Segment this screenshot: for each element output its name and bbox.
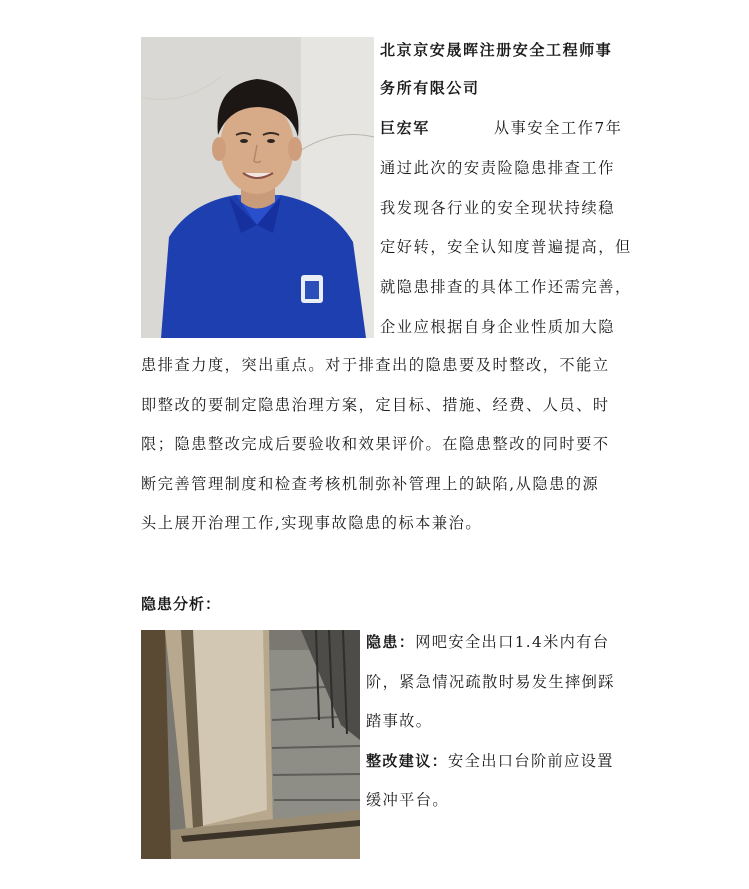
intro-line-4: 定好转，安全认知度普遍提高，但 xyxy=(380,238,632,256)
name-intro-line xyxy=(380,118,623,138)
body-line-3: 限；隐患整改完成后要验收和效果评价。在隐患整改的同时要不 xyxy=(141,435,610,453)
hazard-line-2: 阶，紧急情况疏散时易发生摔倒踩 xyxy=(366,673,615,691)
company-name-line1: 北京京安晟晖注册安全工程师事 xyxy=(380,41,613,59)
intro-line-1: 从事安全工作7年 xyxy=(493,119,623,137)
hazard-analysis-heading: 隐患分析： xyxy=(141,595,222,613)
hazard-line-1 xyxy=(366,632,609,652)
suggestion-text-1: 安全出口台阶前应设置 xyxy=(448,752,614,770)
intro-line-2: 通过此次的安责险隐患排查工作 xyxy=(380,159,616,177)
company-name-line2: 务所有限公司 xyxy=(380,79,480,97)
suggestion-label: 整改建议： xyxy=(366,752,449,770)
hazard-text-1: 网吧安全出口1.4米内有台 xyxy=(415,633,610,651)
body-line-2: 即整改的要制定隐患治理方案，定目标、措施、经费、人员、时 xyxy=(141,396,610,414)
hazard-photo xyxy=(141,630,360,859)
intro-line-6: 企业应根据自身企业性质加大隐 xyxy=(380,318,616,336)
suggestion-line-1 xyxy=(366,751,614,771)
portrait-photo xyxy=(141,37,374,338)
suggestion-line-2: 缓冲平台。 xyxy=(366,791,449,809)
body-line-5: 头上展开治理工作,实现事故隐患的标本兼治。 xyxy=(141,514,483,532)
body-line-1: 患排查力度，突出重点。对于排查出的隐患要及时整改，不能立 xyxy=(141,356,610,374)
hazard-line-3: 踏事故。 xyxy=(366,712,433,730)
engineer-name: 巨宏军 xyxy=(380,119,430,137)
intro-line-5: 就隐患排查的具体工作还需完善， xyxy=(380,278,632,296)
body-line-4: 断完善管理制度和检查考核机制弥补管理上的缺陷,从隐患的源 xyxy=(141,475,600,493)
intro-line-3: 我发现各行业的安全现状持续稳 xyxy=(380,199,616,217)
hazard-label: 隐患： xyxy=(366,633,416,651)
